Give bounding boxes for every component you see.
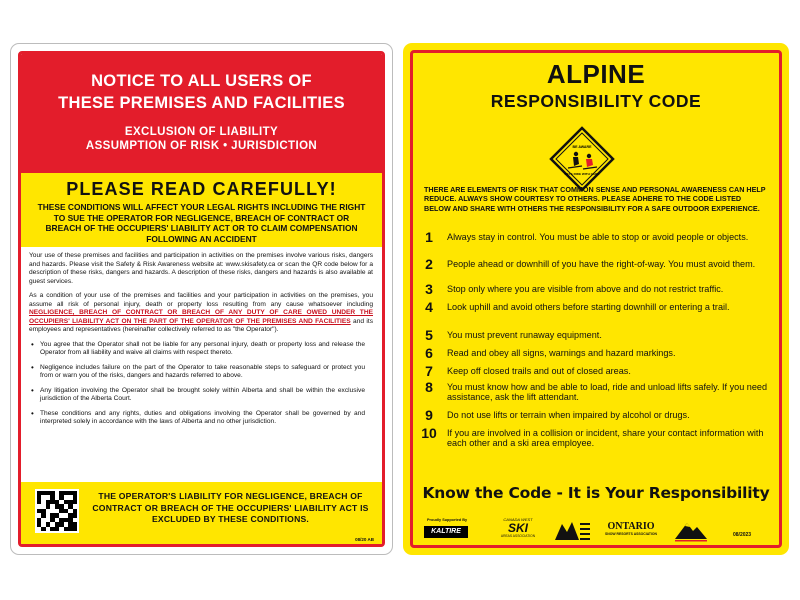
rule-text: If you are involved in a collision or incident, share your contact information with each other and a ski area employee. xyxy=(447,428,764,449)
kaltire-logo: KALTIRE xyxy=(424,526,468,538)
code-rule xyxy=(421,425,777,452)
notice-title-line1: NOTICE TO ALL USERS OF xyxy=(91,72,312,90)
rule-text: Read and obey all signs, warnings and hazard markings. xyxy=(447,348,676,358)
assumption-text-end: and its employees and representatives (hereinafter collectively referred to as "the Operator"). xyxy=(29,317,373,333)
ski-association-emblem-icon xyxy=(553,518,591,544)
rule-number: 3 xyxy=(425,281,433,297)
rule-text: Stop only where you are visible from above and do not restrict traffic. xyxy=(447,284,724,294)
responsibility-code-title: RESPONSIBILITY CODE xyxy=(490,91,702,111)
rule-text: People ahead or downhill of you have the right-of-way. You must avoid them. xyxy=(447,259,756,269)
rule-number: 5 xyxy=(425,327,433,343)
canada-west-ski-logo xyxy=(492,517,544,538)
rule-text: Keep off closed trails and out of closed areas. xyxy=(447,366,631,376)
ontario-main-text: ONTARIO xyxy=(607,521,655,532)
badge-bottom-text: SKI & RIDE WITH CARE xyxy=(564,172,600,176)
code-intro: THERE ARE ELEMENTS OF RISK THAT COMMON SENSE AND PERSONAL AWARENESS CAN HELP REDUCE. ALWAYS SHOW COURTESY TO OTHERS. PLEASE ADHERE TO THE CODE LISTED BELOW AND SHARE WITH OTHERS THE RESPONSIBILITY FOR A SAFE OUTDOOR EXPERIENCE. xyxy=(424,185,766,213)
code-rule xyxy=(421,363,777,382)
know-the-code-slogan: Know the Code - It is Your Responsibility xyxy=(422,484,770,502)
ontario-snow-resorts-logo xyxy=(599,521,663,536)
notice-title-line2: THESE PREMISES AND FACILITIES xyxy=(58,94,345,112)
cwski-main-text: SKI xyxy=(507,521,528,535)
rule-number: 2 xyxy=(425,256,433,272)
rule-text: You must know how and be able to load, ride and unload lifts safely. If you need assistance, ask the lift attendant. xyxy=(447,382,768,403)
conditions-list xyxy=(29,341,373,427)
legal-rights-warning: THESE CONDITIONS WILL AFFECT YOUR LEGAL RIGHTS INCLUDING THE RIGHT TO SUE THE OPERATOR FOR NEGLIGENCE, BREACH OF CONTRACT OR BREACH OF THE OCCUPIERS' LIABILITY ACT OR TO CLAIM COMPENSATION FOLLOWING AN ACCIDENT xyxy=(37,202,366,244)
code-rule xyxy=(421,229,777,259)
code-rule xyxy=(421,327,777,348)
alpine-title: ALPINE xyxy=(546,59,646,89)
condition-item: • You agree that the Operator shall not be liable for any personal injury, death or property loss and release the Operator from all liability and waive all claims with respect thereto. xyxy=(29,341,373,358)
rule-number: 7 xyxy=(425,363,433,379)
condition-item: • Any litigation involving the Operator shall be brought solely within Alberta and shall be within the exclusive jurisdiction of the Alberta Court. xyxy=(29,387,373,404)
ski-with-care-icon xyxy=(549,126,615,192)
code-rule xyxy=(421,407,777,428)
notice-subtitle-line2: ASSUMPTION OF RISK • JURISDICTION xyxy=(85,140,318,152)
code-rule xyxy=(421,256,777,284)
rule-number: 6 xyxy=(425,345,433,361)
code-rule xyxy=(421,299,777,330)
assumption-paragraph xyxy=(29,292,373,335)
notice-header xyxy=(21,54,382,173)
condition-item: • These conditions and any rights, duties and obligations involving the Operator shall be governed by and interpreted solely in accordance with the laws of Alberta and no other jurisdiction. xyxy=(29,410,373,427)
rule-text: Look uphill and avoid others before starting downhill or entering a trail. xyxy=(447,302,730,312)
notice-footer xyxy=(21,482,382,544)
liability-notice-sign xyxy=(10,43,393,555)
notice-subtitle-line1: EXCLUSION OF LIABILITY xyxy=(124,126,279,138)
notice-code: 08/20 AB xyxy=(355,537,374,542)
condition-item: • Negligence includes failure on the part of the Operator to take reasonable steps to safeguard or protect you from or warn you of the risks, dangers and hazards referred to above. xyxy=(29,364,373,381)
notice-body xyxy=(21,247,382,427)
code-rule xyxy=(421,281,777,302)
risk-paragraph: Your use of these premises and facilities and participation in activities on the premises involve various risks, dangers and hazards. Please visit the Safety & Risk Awareness website at: www.skisafety.ca or scan the QR code below for a description of these risks, dangers and hazards. A description of these risks, dangers and hazards is also available at guest services. xyxy=(29,252,373,285)
rule-number: 9 xyxy=(425,407,433,423)
alpine-code-sign xyxy=(403,43,789,555)
mountain-logo-icon xyxy=(671,519,711,545)
sign-date-code: 08/2023 xyxy=(733,532,752,538)
qr-code-icon xyxy=(35,489,79,533)
rule-text: You must prevent runaway equipment. xyxy=(447,330,602,340)
rule-number: 4 xyxy=(425,299,433,315)
code-rule xyxy=(421,345,777,366)
rule-text: Always stay in control. You must be able to stop or avoid people or objects. xyxy=(447,232,749,242)
sponsor-label: Proudly Supported By xyxy=(427,518,468,522)
read-carefully-banner xyxy=(21,173,382,247)
liability-excluded-statement: THE OPERATOR'S LIABILITY FOR NEGLIGENCE, BREACH OF CONTRACT OR BREACH OF THE OCCUPIERS' LIABILITY ACT IS EXCLUDED BY THESE CONDITIONS. xyxy=(92,491,369,524)
rule-number: 8 xyxy=(425,379,433,395)
assumption-text-start: As a condition of your use of the premises and facilities and your participation in activities on the premises, you assume all risk of personal injury, death or property loss resulting from any cause whatsoever including xyxy=(29,292,373,308)
cwski-top-text: CANADA WEST xyxy=(503,517,533,522)
ontario-sub-text: SNOW RESORTS ASSOCIATION xyxy=(605,532,657,536)
rule-number: 1 xyxy=(425,229,433,245)
liability-notice-frame xyxy=(18,51,385,547)
negligence-highlight: NEGLIGENCE, BREACH OF CONTRACT OR BREACH OF ANY DUTY OF CARE OWED UNDER THE OCCUPIERS' LIABILITY ACT ON THE PART OF THE OPERATOR OF THE PREMISES AND FACILITIES xyxy=(29,309,373,325)
cwski-bottom-text: AREAS ASSOCIATION xyxy=(500,534,536,538)
code-rules-list xyxy=(421,229,777,452)
badge-top-text: BE AWARE xyxy=(572,145,592,149)
rule-text: Do not use lifts or terrain when impaired by alcohol or drugs. xyxy=(447,410,690,420)
rule-number: 10 xyxy=(421,425,437,441)
code-rule xyxy=(421,379,777,410)
read-carefully-heading: PLEASE READ CAREFULLY! xyxy=(66,179,337,199)
